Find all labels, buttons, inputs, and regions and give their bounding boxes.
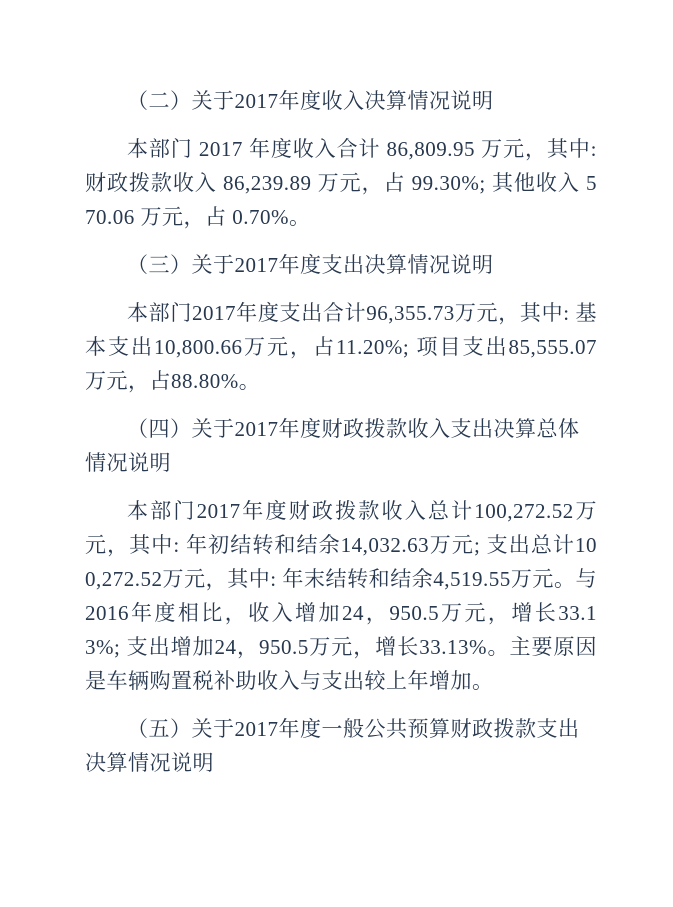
paragraph-income-summary: 本部门 2017 年度收入合计 86,809.95 万元，其中: 财政拨款收入 86,239.89 万元，占 99.30%; 其他收入 570.06 万元，占 0.70%。 (85, 137, 597, 229)
heading-section-5-general-public-budget-expenditure: （五）关于2017年度一般公共预算财政拨款支出决算情况说明 (85, 717, 580, 775)
heading-section-2-income-statement: （二）关于2017年度收入决算情况说明 (127, 89, 494, 113)
paragraph-expenditure-summary: 本部门2017年度支出合计96,355.73万元，其中: 基本支出10,800.66万元，占11.20%; 项目支出85,555.07万元，占88.80%。 (85, 301, 597, 393)
heading-section-4-fiscal-appropriation-overall: （四）关于2017年度财政拨款收入支出决算总体情况说明 (85, 417, 580, 475)
paragraph-fiscal-appropriation-summary: 本部门2017年度财政拨款收入总计100,272.52万元，其中: 年初结转和结余14,032.63万元; 支出总计100,272.52万元，其中: 年末结转和结余4,519.55万元。与2016年度相比，收入增加24，950.5万元，增长33.13%; 支出增加24，950.5万元，增长33.13%。主要原因是车辆购置税补助收入与支出较上年增加。 (85, 499, 597, 693)
heading-section-3-expenditure-statement: （三）关于2017年度支出决算情况说明 (127, 253, 494, 277)
